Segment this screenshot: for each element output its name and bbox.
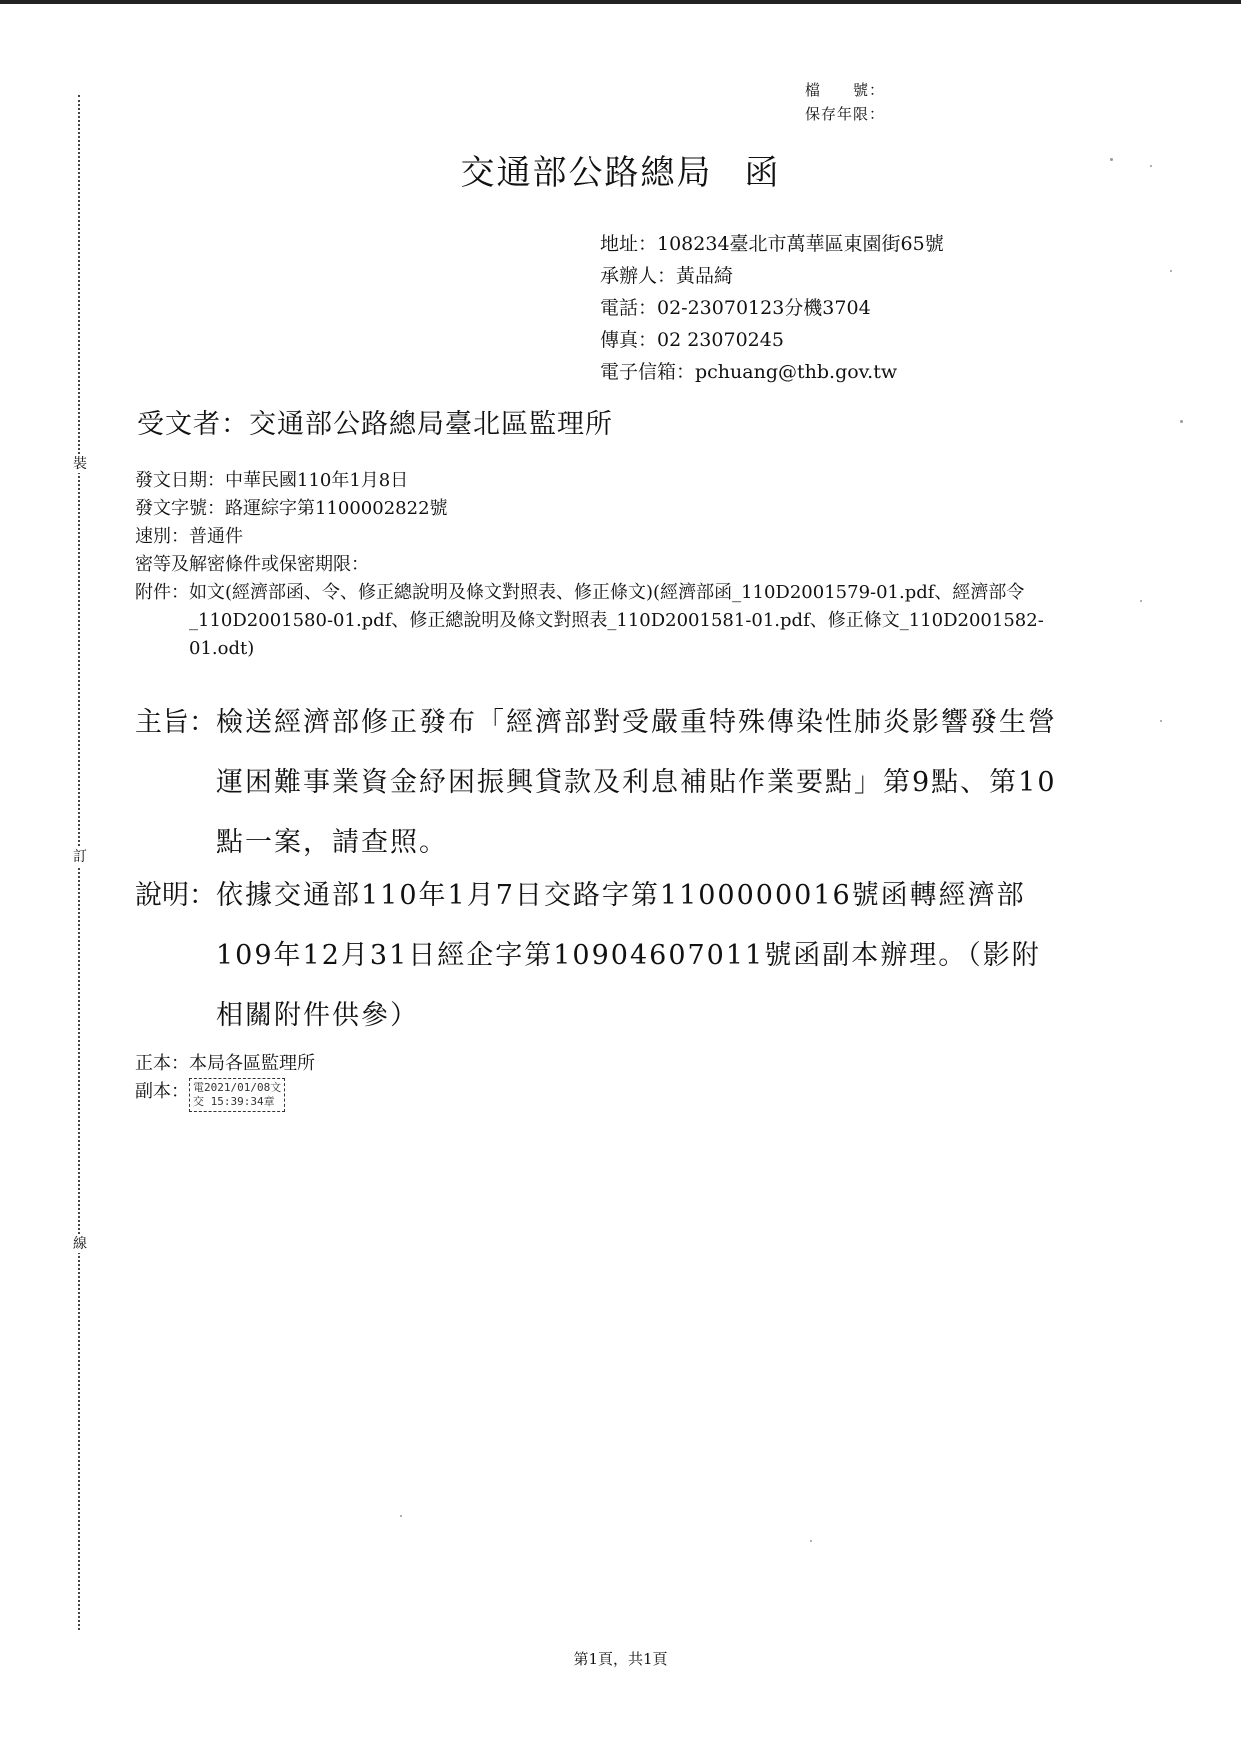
stamp-line-2: 交 15:39:34章 (193, 1095, 275, 1108)
file-meta (805, 78, 885, 126)
explanation-label: 說明： (135, 880, 216, 911)
top-border (0, 0, 1241, 4)
copy-recipients (135, 1078, 315, 1112)
scan-speck (1170, 270, 1172, 272)
copy-label: 副本： (135, 1081, 189, 1102)
subject-section (135, 693, 1065, 873)
doc-type: 函 (744, 153, 781, 193)
binding-mark-xian: 線 (70, 1235, 90, 1253)
scan-speck (1110, 158, 1113, 161)
stamp-line-1: 電2021/01/08文 (193, 1081, 282, 1094)
document-title (0, 145, 1241, 194)
distribution (135, 1050, 315, 1112)
contact-phone: 電話：02-23070123分機3704 (600, 297, 871, 319)
scan-speck (1160, 720, 1162, 722)
delivery-speed: 速別：普通件 (135, 526, 243, 547)
original-label: 正本： (135, 1053, 189, 1074)
contact-block (600, 228, 944, 388)
secrecy-level: 密等及解密條件或保密期限： (135, 554, 369, 575)
scan-speck (810, 1540, 812, 1542)
scan-speck (400, 1515, 402, 1517)
contact-email: 電子信箱：pchuang@thb.gov.tw (600, 361, 898, 383)
subject-text: 檢送經濟部修正發布「經濟部對受嚴重特殊傳染性肺炎影響發生營運困難事業資金紓困振興貸款及利息補貼作業要點」第9點、第10點一案，請查照。 (216, 707, 1057, 858)
contact-handler: 承辦人：黃品綺 (600, 265, 734, 287)
page-footer: 第1頁，共1頁 (573, 1650, 668, 1668)
document-meta (135, 467, 1075, 663)
recipient: 受文者：交通部公路總局臺北區監理所 (137, 409, 613, 440)
issue-date: 發文日期：中華民國110年1月8日 (135, 470, 409, 491)
scan-speck (1140, 600, 1142, 602)
original-value: 本局各區監理所 (189, 1053, 315, 1074)
document-number: 發文字號：路運綜字第1100002822號 (135, 498, 448, 519)
binding-mark-ding: 訂 (70, 848, 90, 866)
binding-mark-zhuang: 裝 (70, 455, 90, 473)
contact-fax: 傳真：02 23070245 (600, 329, 784, 351)
attachments-label: 附件： (135, 582, 189, 603)
explanation-text: 依據交通部110年1月7日交路字第1100000016號函轉經濟部109年12月31日經企字第10904607011號函副本辦理。（影附相關附件供參） (216, 880, 1041, 1031)
file-number: 檔 號： (805, 81, 886, 99)
original-recipients (135, 1050, 315, 1078)
attachments (135, 579, 1075, 663)
scan-speck (1180, 420, 1183, 423)
scan-speck (1150, 165, 1152, 167)
explanation-section (135, 866, 1065, 1046)
subject-label: 主旨： (135, 707, 216, 738)
attachments-value: 如文(經濟部函、令、修正總說明及條文對照表、修正條文)(經濟部函_110D2001579-01.pdf、經濟部令_110D2001580-01.pdf、修正總說明及條文對照表_110D2001581-01.pdf、修正條文_110D2001582-01.odt) (189, 582, 1044, 659)
contact-address: 地址：108234臺北市萬華區東園街65號 (600, 233, 944, 255)
electronic-stamp (189, 1078, 285, 1112)
issuing-org: 交通部公路總局 (460, 153, 713, 193)
retention-period: 保存年限： (805, 105, 886, 123)
